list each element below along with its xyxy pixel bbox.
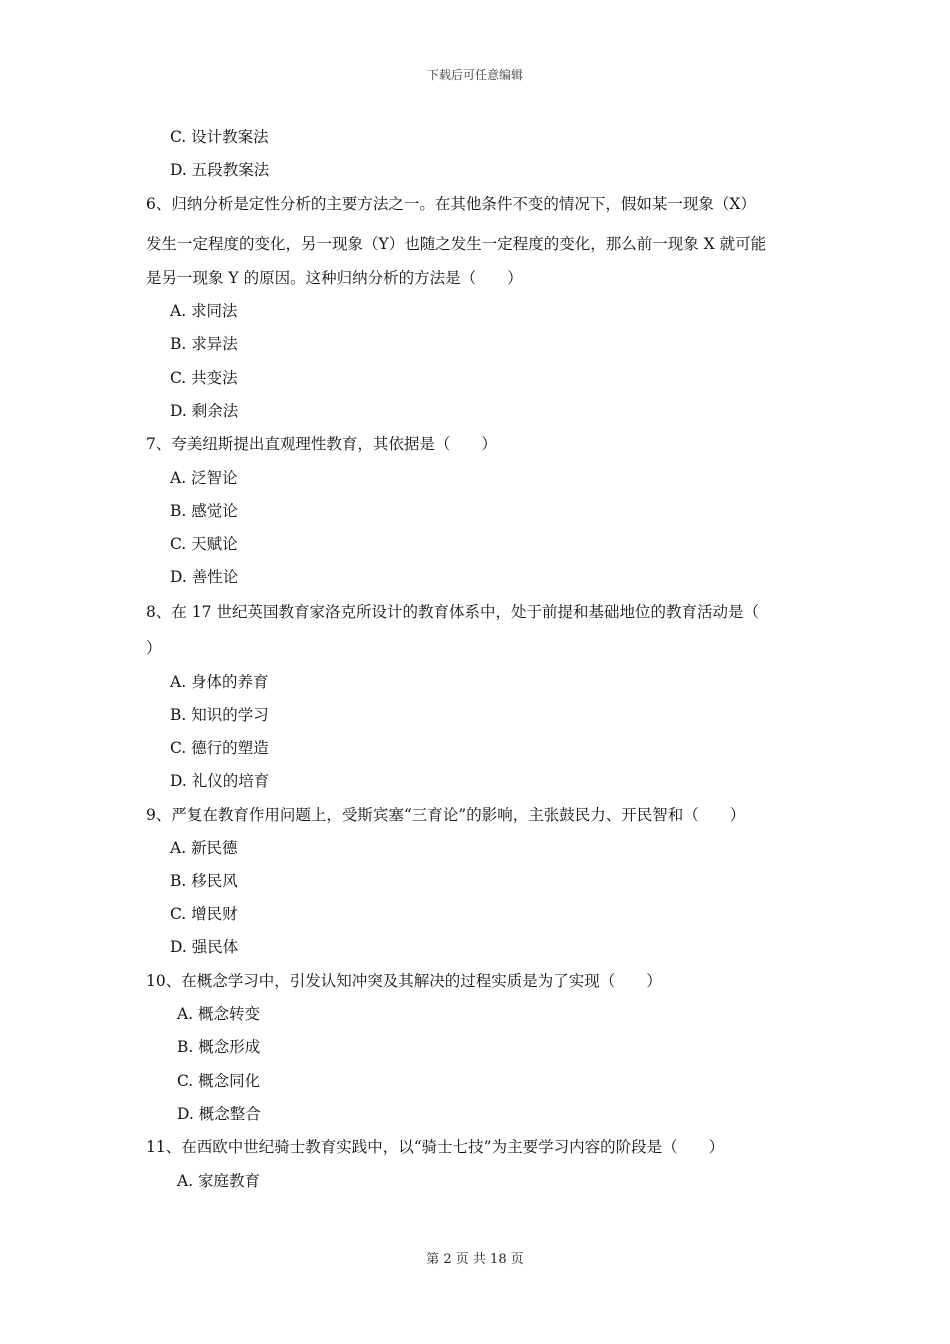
q6-option-a: A. 求同法 [170,302,238,320]
q8-option-d: D. 礼仪的培育 [170,772,270,790]
page-footer: 第 2 页 共 18 页 [426,1252,524,1267]
q8-option-c: C. 德行的塑造 [170,739,269,757]
q9-option-c: C. 增民财 [170,905,238,923]
q8-stem-line-2: ） [146,639,162,657]
q7-option-d: D. 善性论 [170,568,239,586]
q6-stem-line-2: 发生一定程度的变化，另一现象（Y）也随之发生一定程度的变化，那么前一现象 X 就可能 [146,235,767,253]
q9-stem-line-1: 9、严复在教育作用问题上，受斯宾塞“三育论”的影响，主张鼓民力、开民智和（ ） [146,806,746,824]
page-header: 下载后可任意编辑 [426,68,523,82]
q10-option-d: D. 概念整合 [177,1105,261,1123]
q8-option-b: B. 知识的学习 [170,706,269,724]
q5-option-c: C. 设计教案法 [170,128,269,146]
q6-option-c: C. 共变法 [170,369,238,387]
q7-option-c: C. 天赋论 [170,535,238,553]
q5-option-d: D. 五段教案法 [170,161,270,179]
q8-option-a: A. 身体的养育 [170,673,269,691]
q9-option-a: A. 新民德 [170,839,238,857]
q6-option-d: D. 剩余法 [170,402,239,420]
q9-option-b: B. 移民风 [170,872,238,890]
q9-option-d: D. 强民体 [170,938,239,956]
q11-stem-line-1: 11、在西欧中世纪骑士教育实践中，以“骑士七技”为主要学习内容的阶段是（ ） [146,1138,725,1156]
q10-option-b: B. 概念形成 [177,1038,261,1056]
q10-option-a: A. 概念转变 [177,1005,261,1023]
q11-option-a: A. 家庭教育 [177,1172,261,1190]
q7-option-b: B. 感觉论 [170,502,238,520]
q8-stem-line-1: 8、在 17 世纪英国教育家洛克所设计的教育体系中，处于前提和基础地位的教育活动是（ [146,603,759,621]
q6-stem-line-3: 是另一现象 Y 的原因。这种归纳分析的方法是（ ） [146,269,523,287]
q6-option-b: B. 求异法 [170,335,238,353]
q6-stem-line-1: 6、归纳分析是定性分析的主要方法之一。在其他条件不变的情况下，假如某一现象（X） [146,195,756,213]
q10-option-c: C. 概念同化 [177,1072,261,1090]
q7-option-a: A. 泛智论 [170,469,238,487]
q7-stem-line-1: 7、夸美纽斯提出直观理性教育，其依据是（ ） [146,435,497,453]
q10-stem-line-1: 10、在概念学习中，引发认知冲突及其解决的过程实质是为了实现（ ） [146,972,662,990]
